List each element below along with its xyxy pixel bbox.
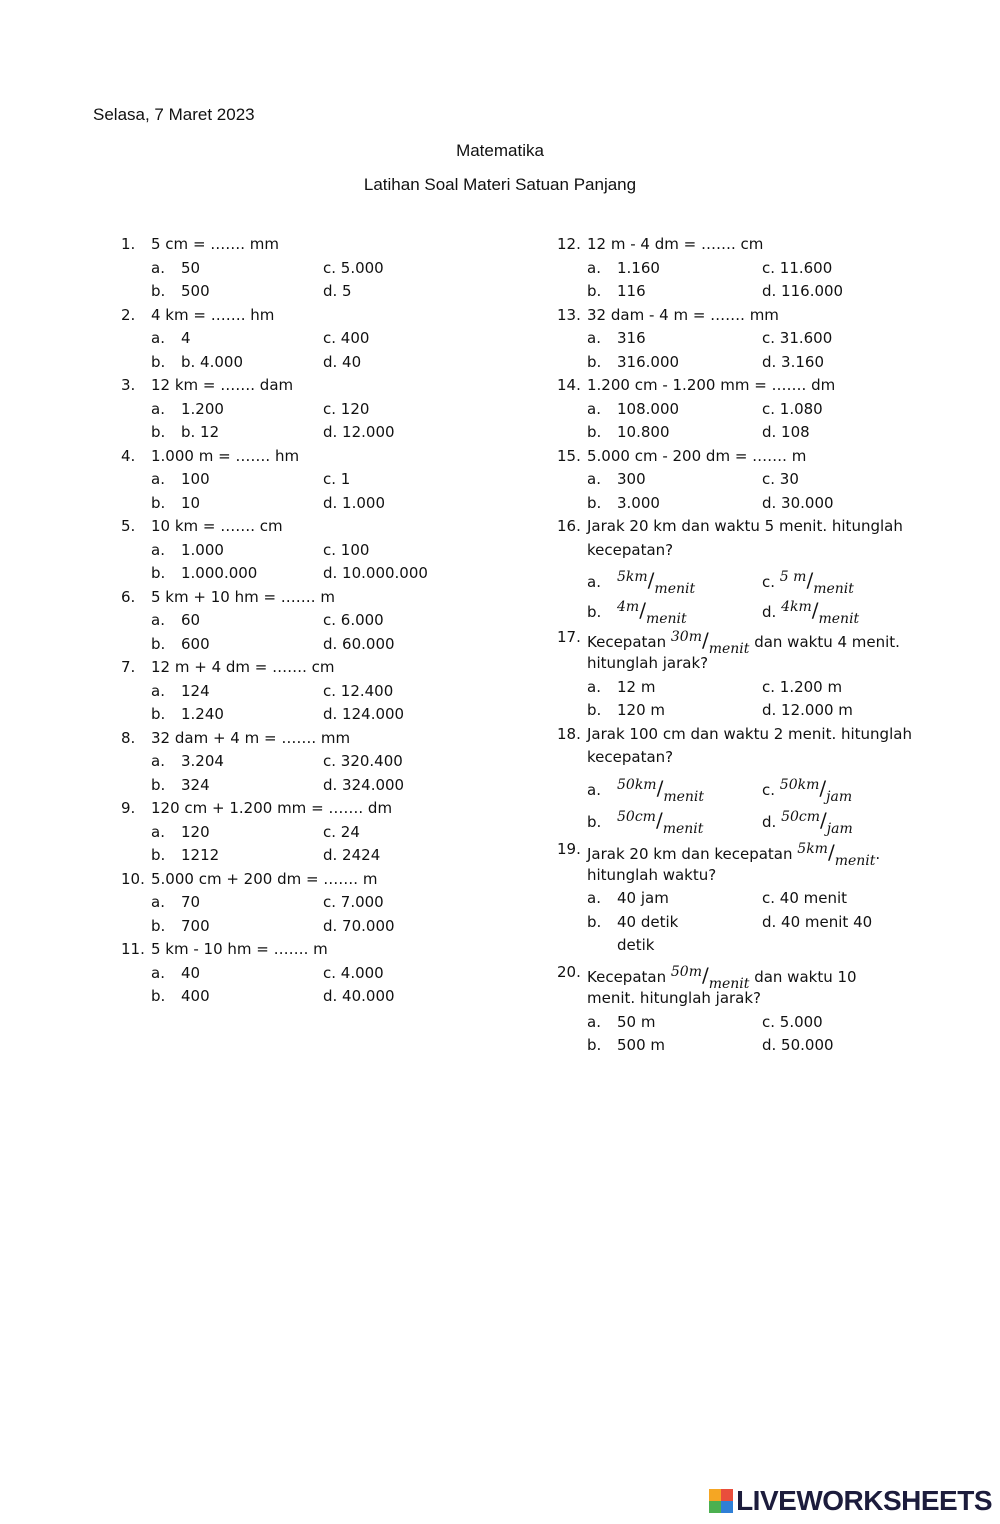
question-text: 1.200 cm - 1.200 mm = ……. dm — [587, 376, 836, 394]
question-number: 2. — [121, 305, 136, 324]
question-number: 13. — [557, 305, 581, 324]
option-c[interactable]: c. 31.600 — [762, 329, 833, 347]
option-d[interactable]: d. $^{50cm}/_{jam}$ — [762, 807, 853, 837]
question-text-cont: kecepatan? — [587, 540, 674, 559]
option-d[interactable]: d. 324.000 — [323, 775, 405, 794]
option-b[interactable]: b. 10 — [151, 493, 201, 512]
worksheet-date: Selasa, 7 Maret 2023 — [93, 105, 255, 124]
option-b[interactable]: b. $^{4m}/_{menit}$ — [587, 598, 687, 627]
option-b[interactable]: b. 500 — [151, 282, 210, 300]
answer-options — [557, 468, 977, 515]
answer-options — [557, 887, 977, 957]
option-c[interactable]: c. 40 menit — [762, 889, 848, 907]
question-text: Jarak 20 km dan kecepatan $^{5km}/_{menit}$. — [587, 839, 881, 869]
question-text: 5 km + 10 hm = ……. m — [151, 587, 335, 606]
question-text: 5.000 cm - 200 dm = ……. m — [587, 446, 807, 465]
option-b[interactable]: b. 1.240 — [151, 705, 224, 723]
question-item — [121, 586, 521, 610]
question-text: 12 m + 4 dm = ……. cm — [151, 658, 335, 676]
option-a[interactable]: a. 1.160 — [587, 258, 660, 277]
question-text: 5.000 cm + 200 dm = ……. m — [151, 869, 378, 888]
question-number: 15. — [557, 446, 581, 465]
option-b[interactable]: b. b. 4.000 — [151, 352, 243, 371]
option-d[interactable]: d. 30.000 — [762, 493, 834, 512]
question-number: 12. — [557, 235, 581, 253]
answer-options — [557, 1011, 977, 1058]
option-b[interactable]: b. 1212 — [151, 846, 220, 864]
question-number: 9. — [121, 799, 136, 817]
option-c[interactable]: c. 30 — [762, 470, 799, 488]
option-b[interactable]: b. $^{50cm}/_{menit}$ — [587, 807, 704, 837]
option-d[interactable]: d. 124.000 — [323, 705, 405, 723]
question-text: 32 dam - 4 m = ……. mm — [587, 305, 779, 324]
question-text-cont: hitunglah jarak? — [587, 654, 709, 672]
answer-options — [557, 562, 977, 627]
fraction: $^{4m}/_{menit}$ — [617, 598, 687, 627]
option-a[interactable]: a. 50 — [151, 258, 201, 277]
option-b[interactable]: b. 700 — [151, 916, 210, 935]
question-number: 7. — [121, 658, 136, 676]
question-item — [557, 374, 977, 398]
option-b[interactable]: b. 600 — [151, 634, 210, 653]
question-text-cont: menit. hitunglah jarak? — [587, 989, 762, 1007]
option-c[interactable]: c. 1 — [323, 470, 351, 488]
question-text: 12 km = ……. dam — [151, 376, 294, 394]
question-text: Kecepatan $^{30m}/_{menit}$ dan waktu 4 menit. — [587, 628, 900, 657]
option-b[interactable]: b. 120 m — [587, 701, 666, 719]
fraction: $^{4km}/_{menit}$ — [781, 598, 860, 627]
option-d[interactable]: d. 1.000 — [323, 493, 385, 512]
question-number: 11. — [121, 940, 145, 958]
option-d[interactable]: d. 40 — [323, 352, 362, 371]
question-item — [121, 304, 521, 328]
option-a[interactable]: a. 316 — [587, 329, 646, 347]
question-text: 10 km = ……. cm — [151, 517, 283, 535]
question-number: 14. — [557, 376, 581, 394]
answer-options — [557, 676, 977, 723]
question-20: 20. Kecepatan $^{50m}/_{menit}$ dan waktu 10 menit. hitunglah jarak? — [557, 957, 977, 1011]
option-a[interactable]: a. $^{50km}/_{menit}$ — [587, 775, 705, 805]
answer-options — [121, 821, 521, 868]
question-text: Jarak 100 cm dan waktu 2 menit. hitunglah — [587, 724, 912, 743]
option-a[interactable]: a. 120 — [151, 822, 210, 841]
option-a[interactable]: a. 60 — [151, 611, 201, 629]
option-c[interactable]: c. 24 — [323, 822, 360, 841]
question-item — [557, 304, 977, 328]
option-d[interactable]: d. 10.000.000 — [323, 564, 428, 582]
liveworksheets-logo — [709, 1481, 992, 1521]
answer-options — [121, 468, 521, 515]
question-item — [557, 445, 977, 469]
option-b[interactable]: b. 400 — [151, 987, 210, 1005]
question-16: 16. Jarak 20 km dan waktu 5 menit. hitunglah kecepatan? — [557, 515, 977, 562]
option-a[interactable]: a. 1.200 — [151, 399, 224, 418]
option-b[interactable]: b. 116 — [587, 282, 646, 300]
question-text-cont: hitunglah waktu? — [587, 865, 717, 884]
fraction: $^{50km}/_{menit}$ — [617, 775, 705, 805]
question-item — [121, 868, 521, 892]
option-b[interactable]: b. 500 m — [587, 1036, 666, 1054]
option-b[interactable]: b. 40 detik — [587, 912, 679, 931]
option-d[interactable]: d. 116.000 — [762, 282, 844, 300]
subject-heading: Matematika — [456, 141, 544, 160]
question-item — [121, 797, 521, 821]
fraction: $^{50m}/_{menit}$ — [670, 963, 750, 992]
answer-options — [121, 680, 521, 727]
question-item — [121, 445, 521, 469]
question-19: 19. Jarak 20 km dan kecepatan $^{5km}/_{menit}$. hitunglah waktu? — [557, 834, 977, 888]
question-number: 1. — [121, 235, 136, 253]
left-question-column — [121, 233, 521, 1009]
answer-options — [557, 770, 977, 837]
option-c[interactable]: c. 1.080 — [762, 399, 823, 418]
question-text: 4 km = ……. hm — [151, 305, 275, 324]
fraction: $^{50cm}/_{jam}$ — [781, 807, 853, 837]
question-number: 8. — [121, 728, 136, 747]
option-c[interactable]: c. 320.400 — [323, 752, 403, 770]
question-item — [121, 727, 521, 751]
option-d[interactable]: d. 108 — [762, 423, 810, 441]
logo-text: LIVEWORKSHEETS — [736, 1485, 992, 1516]
question-item — [121, 374, 521, 398]
option-a[interactable]: a. 12 m — [587, 677, 656, 696]
question-item — [121, 656, 521, 680]
option-d[interactable]: d. 40.000 — [323, 987, 395, 1005]
fraction: $^{5 m}/_{menit}$ — [779, 568, 854, 597]
option-c[interactable]: c. 400 — [323, 329, 370, 347]
option-d[interactable]: d. 3.160 — [762, 352, 824, 371]
answer-options — [121, 962, 521, 1009]
question-number: 4. — [121, 446, 136, 465]
question-item — [121, 233, 521, 257]
question-number: 5. — [121, 517, 136, 535]
option-d[interactable]: d. 70.000 — [323, 916, 395, 935]
option-a[interactable]: a. 100 — [151, 470, 210, 488]
option-c[interactable]: c. 5.000 — [323, 258, 384, 277]
question-18: 18. Jarak 100 cm dan waktu 2 menit. hitunglah kecepatan? — [557, 723, 977, 770]
question-text: Jarak 20 km dan waktu 5 menit. hitunglah — [587, 517, 903, 535]
answer-options — [121, 257, 521, 304]
question-text: 1.000 m = ……. hm — [151, 446, 300, 465]
question-number: 3. — [121, 376, 136, 394]
option-d[interactable]: d. 40 menit 40 — [762, 912, 873, 931]
question-item — [121, 938, 521, 962]
option-a[interactable]: a. 40 jam — [587, 889, 669, 907]
option-a[interactable]: a. 300 — [587, 470, 646, 488]
option-c[interactable]: c. $^{50km}/_{jam}$ — [762, 775, 853, 805]
option-d[interactable]: d. 12.000 m — [762, 701, 853, 719]
option-b[interactable]: b. b. 12 — [151, 423, 220, 441]
question-text: 5 cm = ……. mm — [151, 235, 280, 253]
option-b[interactable]: b. 324 — [151, 775, 210, 794]
option-d[interactable]: d. 50.000 — [762, 1036, 834, 1054]
answer-options — [121, 539, 521, 586]
option-c[interactable]: c. $^{5 m}/_{menit}$ — [762, 568, 854, 597]
answer-options — [121, 609, 521, 656]
option-c[interactable]: c. 100 — [323, 540, 370, 559]
answer-options — [121, 891, 521, 938]
option-b-continued: detik — [617, 936, 655, 954]
option-c[interactable]: c. 4.000 — [323, 963, 384, 982]
option-c[interactable]: c. 11.600 — [762, 258, 833, 277]
answer-options — [121, 398, 521, 445]
right-question-column — [557, 233, 977, 1058]
option-a[interactable]: a. 3.204 — [151, 752, 224, 770]
question-text: 12 m - 4 dm = ……. cm — [587, 235, 764, 253]
option-d[interactable]: d. 12.000 — [323, 423, 395, 441]
option-a[interactable]: a. 4 — [151, 329, 191, 347]
option-a[interactable]: a. 1.000 — [151, 540, 224, 559]
fraction: $^{50km}/_{jam}$ — [779, 775, 853, 805]
option-c[interactable]: c. 12.400 — [323, 681, 394, 700]
fraction: $^{50cm}/_{menit}$ — [617, 807, 704, 837]
worksheet-title: Latihan Soal Materi Satuan Panjang — [363, 175, 637, 194]
question-number: 6. — [121, 587, 136, 606]
option-b[interactable]: b. 1.000.000 — [151, 564, 258, 582]
option-a[interactable]: a. 70 — [151, 893, 201, 911]
option-a[interactable]: a. 124 — [151, 681, 210, 700]
answer-options — [557, 398, 977, 445]
option-b[interactable]: b. 3.000 — [587, 493, 660, 512]
question-item — [557, 233, 977, 257]
option-a[interactable]: a. 40 — [151, 963, 201, 982]
fraction: $^{5km}/_{menit}$ — [797, 839, 876, 869]
option-a[interactable]: a. $^{5km}/_{menit}$ — [587, 568, 696, 597]
fraction: $^{30m}/_{menit}$ — [670, 628, 750, 657]
answer-options — [557, 327, 977, 374]
question-text-cont: kecepatan? — [587, 748, 674, 766]
option-a[interactable]: a. 50 m — [587, 1012, 656, 1031]
option-c[interactable]: c. 6.000 — [323, 611, 384, 629]
question-number: 10. — [121, 869, 145, 888]
option-c[interactable]: c. 1.200 m — [762, 677, 843, 696]
question-text: 5 km - 10 hm = ……. m — [151, 940, 328, 958]
question-text: Kecepatan $^{50m}/_{menit}$ dan waktu 10 — [587, 963, 857, 992]
option-d[interactable]: d. 2424 — [323, 846, 381, 864]
fraction: $^{5km}/_{menit}$ — [617, 568, 696, 597]
answer-options — [121, 750, 521, 797]
answer-options — [121, 327, 521, 374]
question-item — [121, 515, 521, 539]
option-d[interactable]: d. 60.000 — [323, 634, 395, 653]
option-c[interactable]: c. 7.000 — [323, 893, 384, 911]
option-c[interactable]: c. 5.000 — [762, 1012, 823, 1031]
option-d[interactable]: d. $^{4km}/_{menit}$ — [762, 598, 860, 627]
logo-mark-icon — [709, 1489, 733, 1513]
question-17: 17. Kecepatan $^{30m}/_{menit}$ dan waktu 4 menit. hitunglah jarak? — [557, 622, 977, 676]
option-b[interactable]: b. 316.000 — [587, 352, 680, 371]
question-text: 120 cm + 1.200 mm = ……. dm — [151, 799, 393, 817]
option-b[interactable]: b. 10.800 — [587, 423, 670, 441]
option-c[interactable]: c. 120 — [323, 399, 370, 418]
option-a[interactable]: a. 108.000 — [587, 399, 680, 418]
question-text: 32 dam + 4 m = ……. mm — [151, 728, 351, 747]
option-d[interactable]: d. 5 — [323, 282, 352, 300]
answer-options — [557, 257, 977, 304]
